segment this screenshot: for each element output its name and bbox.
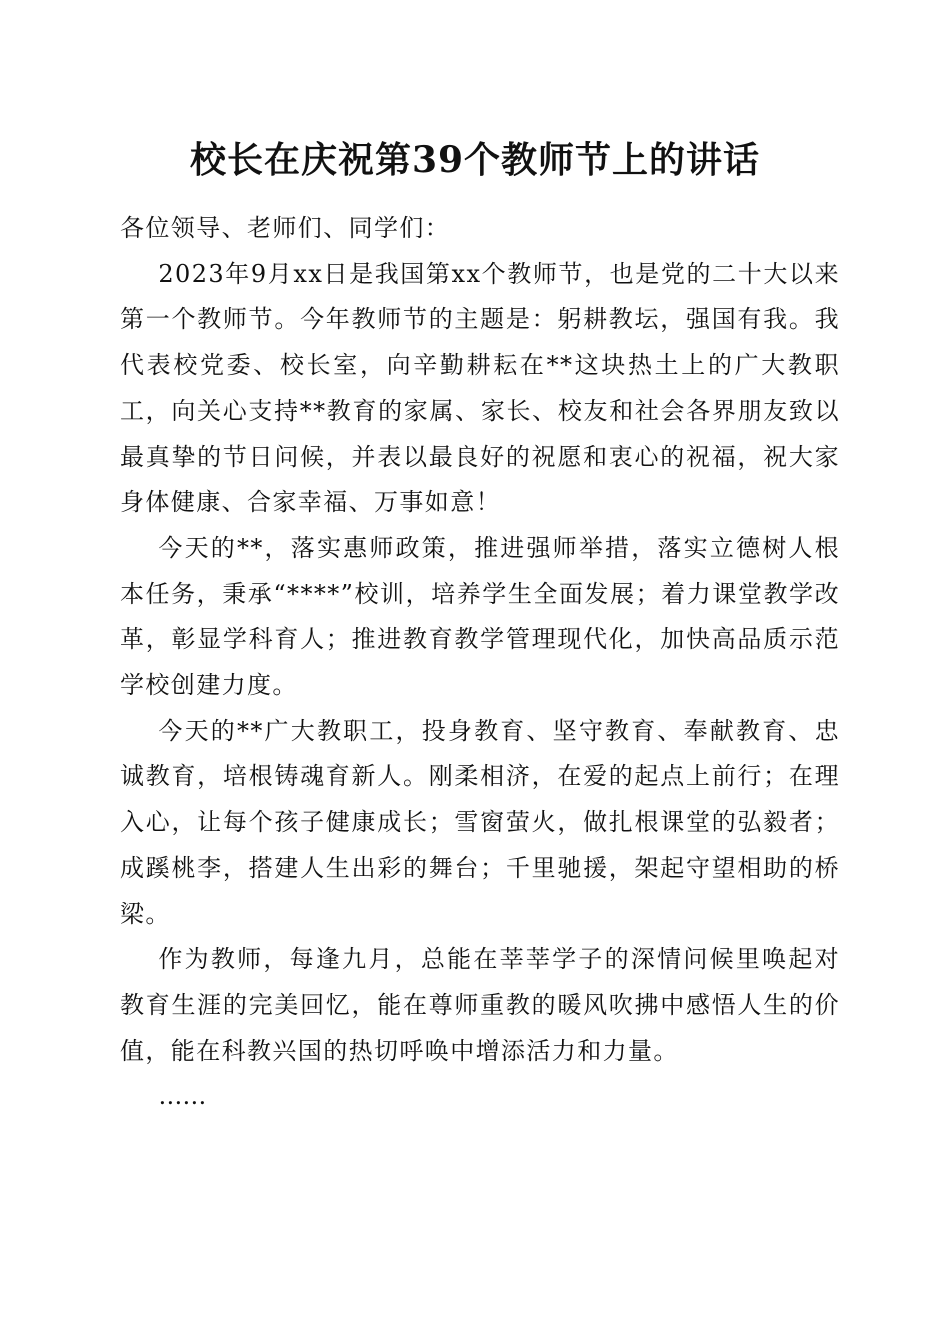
ellipsis: …… [158,1082,207,1111]
paragraph-2: 今天的**，落实惠师政策，推进强师举措，落实立德树人根本任务，秉承“****”校训，培养学生全面发展；着力课堂教学改革，彰显学科育人；推进教育教学管理现代化，加快高品质示范学校创建力度。 [120,533,840,700]
document-title: 校长在庆祝第39个教师节上的讲话 [189,139,761,181]
salutation: 各位领导、老师们、同学们： [120,214,451,242]
paragraph-4: 作为教师，每逢九月，总能在莘莘学子的深情问候里唤起对教育生涯的完美回忆，能在尊师重教的暖风吹拂中感悟人生的价值，能在科教兴国的热切呼唤中增添活力和力量。 [120,945,840,1065]
paragraph-1: 2023年9月xx日是我国第xx个教师节，也是党的二十大以来第一个教师节。今年教师节的主题是：躬耕教坛，强国有我。我代表校党委、校长室，向辛勤耕耘在**这块热土上的广大教职工，向关心支持**教育的家属、家长、校友和社会各界朋友致以最真挚的节日问候，并表以最良好的祝愿和衷心的祝福，祝大家身体健康、合家幸福、万事如意！ [120,259,840,517]
paragraph-3: 今天的**广大教职工，投身教育、坚守教育、奉献教育、忠诚教育，培根铸魂育新人。刚柔相济，在爱的起点上前行；在理入心，让每个孩子健康成长；雪窗萤火，做扎根课堂的弘毅者；成蹊桃李，搭建人生出彩的舞台；千里驰援，架起守望相助的桥梁。 [120,716,840,928]
document-body [120,206,840,1120]
